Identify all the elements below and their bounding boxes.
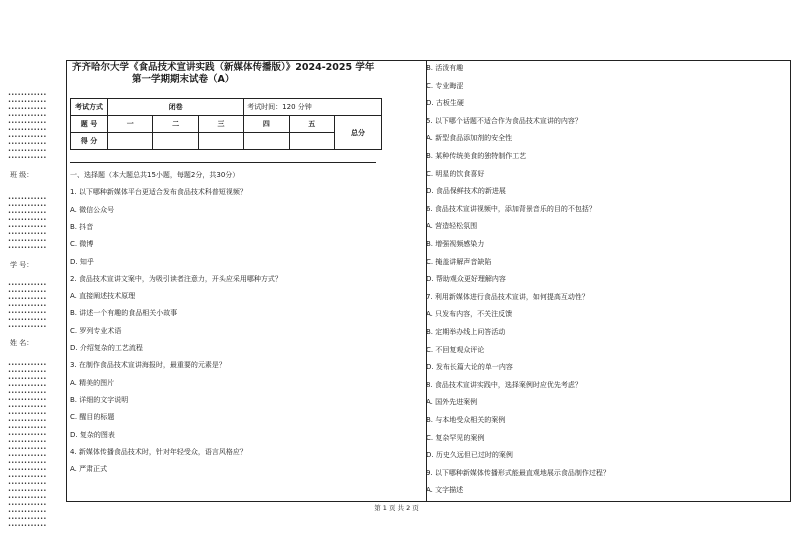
section-4: 四 [244,116,289,133]
answer-option: A. 国外先进案例 [426,398,478,407]
answer-option: B. 某种传统美食的独特制作工艺 [426,152,527,160]
answer-option: C. 复杂罕见的案例 [426,433,485,442]
answer-option: C. 罗列专业术语 [70,326,122,335]
section-3: 三 [198,116,243,133]
dotted-cut-line: •••••••••••• •••••••••••• •••••••••••• •••••••••••• •••••••••••• •••••••••••• •••••••••••• •••••••••••• [8,196,47,251]
section-5: 五 [289,116,334,133]
answer-option: B. 讲述一个有趣的食品相关小故事 [70,309,178,318]
student-id-label: 学 号： [10,261,34,269]
answer-option: C. 专业晦涩 [426,81,464,90]
answer-option: C. 醒目的标题 [70,413,115,422]
answer-option: A. 精美的图片 [70,378,115,387]
answer-option: B. 抖音 [70,222,94,231]
answer-option: A. 只发布内容，不关注反馈 [426,310,513,319]
question-stem: 4. 新媒体传播食品技术时，针对年轻受众，语言风格应？ [70,447,247,456]
exam-title-line-1: 齐齐哈尔大学《食品技术宣讲实践（新媒体传播版）》2024-2025 学年 [72,62,375,73]
question-stem: 9. 以下哪种新媒体传播形式能最直观地展示食品制作过程？ [426,468,610,477]
answer-option: A. 严肃正式 [70,465,108,474]
answer-option: C. 微博 [70,240,94,249]
dotted-cut-line: •••••••••••• •••••••••••• •••••••••••• •••••••••••• •••••••••••• •••••••••••• •••••••••••• •••••••••••• •••••••••••• •••••••••••• [8,92,47,161]
question-stem: 7. 利用新媒体进行食品技术宣讲，如何提高互动性？ [426,292,589,301]
question-stem: 3. 在制作食品技术宣讲海报时，最重要的元素是？ [70,361,226,370]
answer-option: A. 新型食品添加剂的安全性 [426,134,513,143]
answer-option: A. 微信公众号 [70,205,115,214]
exam-form-value: 闭卷 [108,99,244,116]
score-cell [153,133,198,150]
question-stem: 5. 以下哪个话题不适合作为食品技术宣讲的内容？ [426,116,582,125]
score-cell [108,133,153,150]
question-stem: 一、选择题（本大题总共15小题，每题2分，共30分） [70,171,240,179]
answer-option: A. 文字描述 [426,486,464,495]
answer-option: D. 复杂的图表 [70,430,115,439]
question-stem: 6. 食品技术宣讲视频中，添加背景音乐的目的不包括？ [426,204,596,213]
dotted-cut-line: •••••••••••• •••••••••••• •••••••••••• •••••••••••• •••••••••••• •••••••••••• •••••••••••• [8,282,47,330]
answer-option: B. 详细的文字说明 [70,395,129,404]
exam-time: 考试时间：120 分钟 [244,99,382,116]
binding-strip [8,92,58,532]
dotted-cut-line: •••••••••••• •••••••••••• •••••••••••• •••••••••••• •••••••••••• •••••••••••• •••••••••••• •••••••••••• •••••••••••• •••••••••••• •••••••••••• •••••••••••• •••••••••••• •••••••••••• •••••••••••• •••••••••••• •••••••••••• •••••••••••• •••••••••••• •••••••••••• •••••••••••• •••••••••••• •••••••••••• •••••••••••• [8,362,47,529]
answer-option: C. 掩盖讲解声音缺陷 [426,257,492,266]
answer-option: B. 活泼有趣 [426,64,464,72]
answer-option: D. 发布长篇大论的单一内容 [426,363,513,372]
answer-option: A. 营造轻松氛围 [426,222,478,231]
answer-option: C. 不回复观众评论 [426,345,485,354]
question-no-label: 题 号 [71,116,108,133]
section-1: 一 [108,116,153,133]
answer-option: D. 知乎 [70,257,94,266]
score-label: 得 分 [71,133,108,150]
score-table [70,98,382,150]
exam-form-label: 考试方式 [71,99,108,116]
answer-option: A. 直接阐述技术原理 [70,292,136,301]
total-label: 总分 [335,116,382,150]
answer-option: B. 定期举办线上问答活动 [426,328,506,336]
exam-title-line-2: 第一学期期末试卷（A） [132,74,235,85]
class-label: 班 级： [10,171,34,179]
question-stem: 1. 以下哪种新媒体平台更适合发布食品技术科普短视频？ [70,188,247,197]
answer-option: B. 与本地受众相关的案例 [426,416,506,424]
answer-option: B. 增强视频感染力 [426,240,485,248]
section-2: 二 [153,116,198,133]
answer-option: D. 食品保鲜技术的新进展 [426,187,506,196]
name-label: 姓 名： [10,339,34,347]
answer-option: D. 介绍复杂的工艺流程 [70,344,143,352]
answer-option: D. 帮助观众更好理解内容 [426,275,506,284]
question-stem: 8. 食品技术宣讲实践中，选择案例时应优先考虑？ [426,380,582,389]
score-cell [289,133,334,150]
question-stem: 2. 食品技术宣讲文案中，为吸引读者注意力，开头应采用哪种方式？ [70,274,282,283]
header-separator [70,162,376,163]
page-footer: 第 1 页 共 2 页 [374,504,419,512]
answer-option: D. 历史久远但已过时的案例 [426,451,513,460]
answer-option: C. 明星的饮食喜好 [426,169,485,178]
score-cell [244,133,289,150]
answer-option: D. 古板生硬 [426,99,464,108]
exam-title [72,62,390,86]
score-cell [198,133,243,150]
